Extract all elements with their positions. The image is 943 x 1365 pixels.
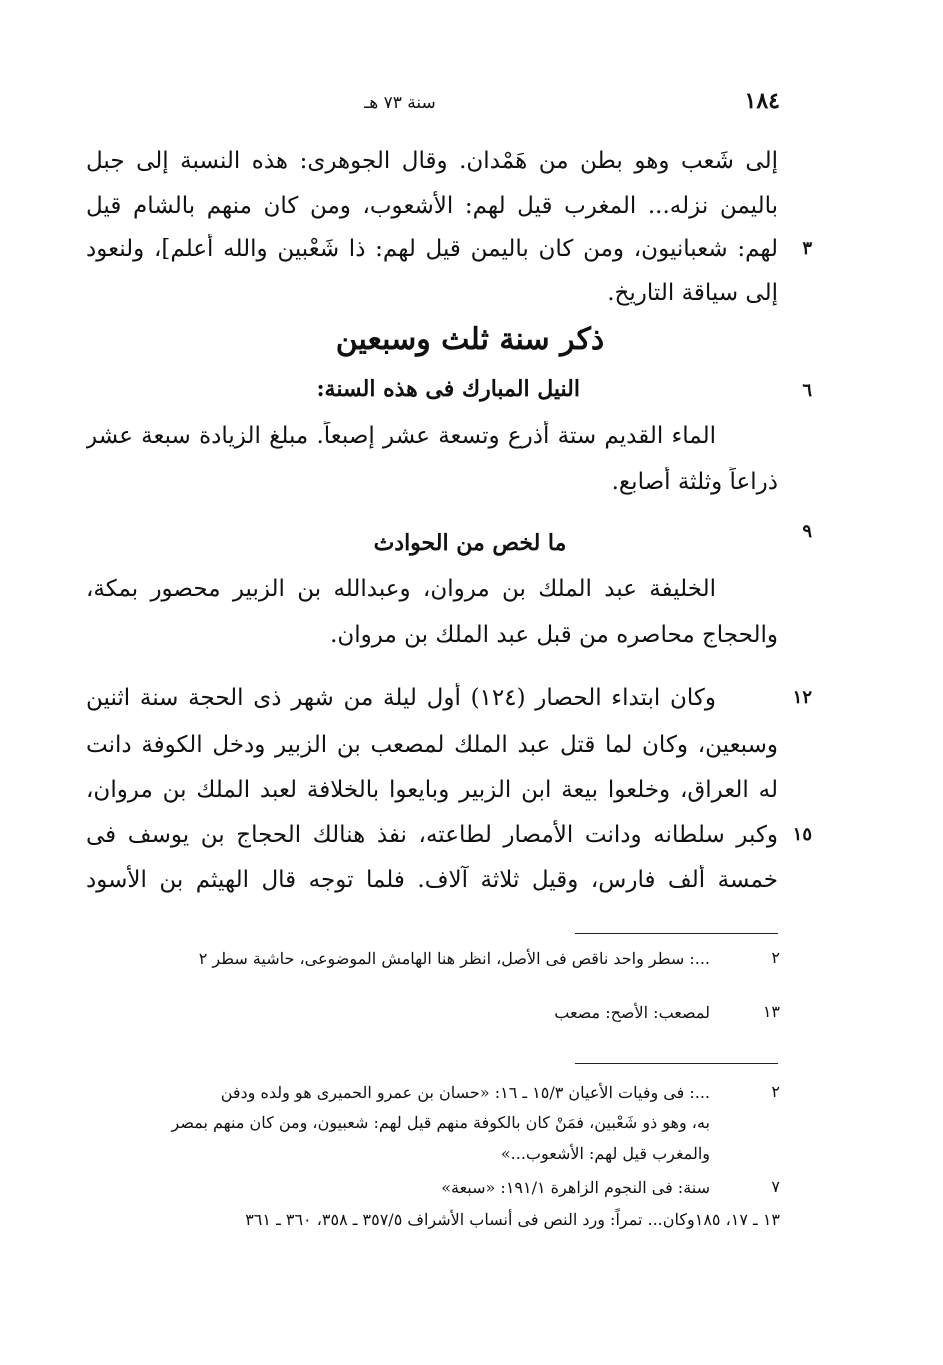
text-line: وكبر سلطانه ودانت الأمصار لطاعته، نفذ هنالك الحجاج بن يوسف فى bbox=[86, 822, 778, 848]
apparatus-number: ٢ bbox=[771, 948, 780, 967]
footnote-number: ٧ bbox=[771, 1177, 780, 1196]
text-line: لهم: شعبانيون، ومن كان باليمن قيل لهم: ذا شَعْبين والله أعلم]، ولنعود bbox=[86, 236, 778, 262]
text-line: له العراق، وخلعوا بيعة ابن الزبير وبايعوا بالخلافة لعبد الملك بن مروان، bbox=[86, 777, 778, 803]
footnote-line: به، وهو ذو شَعْبين، فمَنْ كان بالكوفة منهم قيل لهم: شعبيون، ومن كان منهم بمصر bbox=[171, 1113, 710, 1132]
footnote-line: سنة: فى النجوم الزاهرة ١٩١/١: «سبعة» bbox=[441, 1178, 710, 1197]
running-header: سنة ٧٣ هـ bbox=[364, 93, 436, 113]
text-line: خمسة ألف فارس، وقيل ثلاثة آلاف. فلما توجه قال الهيثم بن الأسود bbox=[86, 867, 778, 893]
text-line: الماء القديم ستة أذرع وتسعة عشر إصبعاً. مبلغ الزيادة سبعة عشر bbox=[86, 423, 716, 449]
section-title: ذكر سنة ثلث وسبعين bbox=[335, 322, 605, 357]
apparatus-number: ١٣ bbox=[762, 1002, 780, 1021]
text-line: الخليفة عبد الملك بن مروان، وعبدالله بن الزبير محصور بمكة، bbox=[86, 576, 716, 602]
apparatus-rule bbox=[575, 933, 778, 934]
text-line: والحجاج محاصره من قبل عبد الملك بن مروان. bbox=[330, 622, 778, 648]
nile-heading: النيل المبارك فى هذه السنة: bbox=[316, 376, 580, 402]
page-number: ١٨٤ bbox=[744, 88, 780, 114]
line-number: ١٢ bbox=[792, 687, 812, 708]
apparatus-note: ...: سطر واحد ناقص فى الأصل، انظر هنا الهامش الموضوعى، حاشية سطر ٢ bbox=[198, 949, 710, 968]
footnote-line: ١٣ ـ ١٧، ١٨٥وكان... تمراً: ورد النص فى أنساب الأشراف ٣٥٧/٥ ـ ٣٥٨، ٣٦٠ ـ ٣٦١ bbox=[245, 1210, 780, 1229]
text-line: إلى شَعب وهو بطن من هَمْدان. وقال الجوهرى: هذه النسبة إلى جبل bbox=[86, 148, 778, 174]
text-line: باليمن نزله... المغرب قيل لهم: الأشعوب، ومن كان منهم بالشام قيل bbox=[86, 193, 778, 219]
apparatus-note: لمصعب: الأصح: مصعب bbox=[554, 1003, 710, 1022]
text-line: ذراعاً وثلثة أصابع. bbox=[611, 469, 778, 495]
footnote-rule bbox=[575, 1063, 778, 1064]
footnote-line: ...: فى وفيات الأعيان ١٥/٣ ـ ١٦: «حسان بن عمرو الحميرى هو ولده ودفن bbox=[220, 1083, 710, 1102]
footnote-line: والمغرب قيل لهم: الأشعوب...» bbox=[500, 1144, 710, 1163]
text-line: إلى سياقة التاريخ. bbox=[607, 280, 778, 306]
text-line: وكان ابتداء الحصار (١٢٤) أول ليلة من شهر ذى الحجة سنة اثنين bbox=[86, 685, 716, 711]
line-number: ٩ bbox=[802, 521, 812, 542]
line-number: ١٥ bbox=[792, 824, 812, 845]
events-heading: ما لخص من الحوادث bbox=[373, 530, 567, 556]
line-number: ٦ bbox=[802, 380, 812, 401]
line-number: ٣ bbox=[802, 238, 812, 259]
footnote-number: ٢ bbox=[771, 1082, 780, 1101]
text-line: وسبعين، وكان لما قتل عبد الملك لمصعب بن الزبير ودخل الكوفة دانت bbox=[86, 732, 778, 758]
